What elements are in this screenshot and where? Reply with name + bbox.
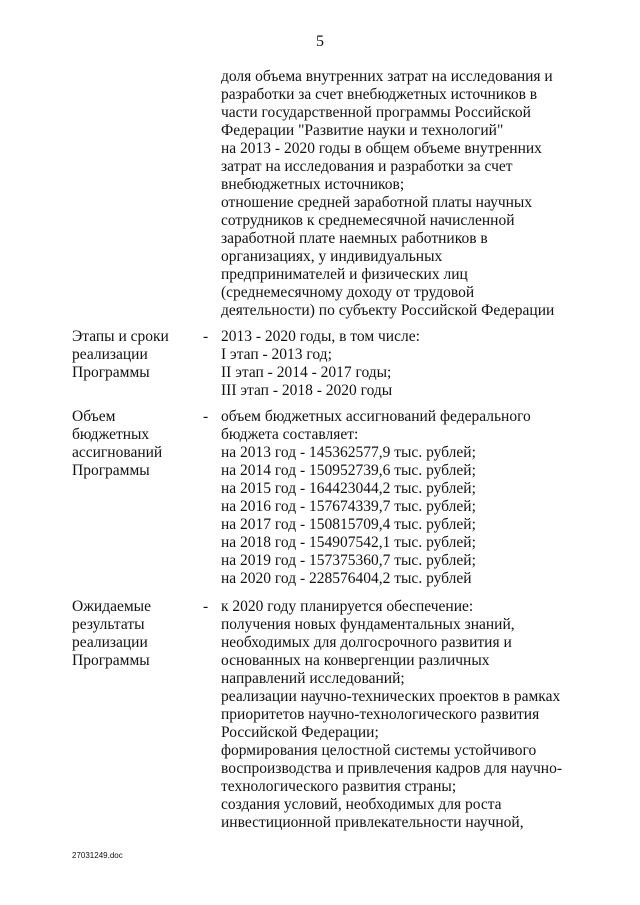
intro-line: заработной плате наемных работников в	[221, 230, 488, 247]
section-label: Программы	[72, 462, 150, 479]
intro-line: сотрудников к среднемесячной начисленной	[221, 212, 515, 229]
intro-line: разработки за счет внебюджетных источников в	[221, 86, 538, 103]
intro-line: внебюджетных источников;	[221, 176, 405, 193]
intro-line: Федерации "Развитие науки и технологий"	[221, 122, 504, 139]
section-label: Программы	[72, 652, 150, 669]
section-line: на 2017 год - 150815709,4 тыс. рублей;	[221, 516, 476, 533]
section-line: технологического развития страны;	[221, 778, 457, 795]
intro-line: доля объема внутренних затрат на исследования и	[221, 68, 553, 85]
section-label: реализации	[72, 346, 148, 363]
section-line: необходимых для долгосрочного развития и	[221, 634, 512, 651]
section-label: Объем	[72, 408, 116, 425]
section-label: Программы	[72, 364, 150, 381]
section-line: на 2013 год - 145362577,9 тыс. рублей;	[221, 444, 476, 461]
section-dash: -	[203, 408, 209, 425]
section-line: I этап - 2013 год;	[221, 346, 332, 363]
document-filename: 27031249.doc	[72, 851, 123, 860]
section-line: приоритетов научно-технологического развития	[221, 706, 540, 723]
intro-line: (среднемесячному доходу от трудовой	[221, 284, 475, 301]
section-label: Этапы и сроки	[72, 328, 169, 345]
intro-line: части государственной программы Российской	[221, 104, 531, 121]
intro-line: организациях, у индивидуальных	[221, 248, 443, 265]
section-line: II этап - 2014 - 2017 годы;	[221, 364, 392, 381]
section-label: Ожидаемые	[72, 598, 151, 615]
section-dash: -	[203, 598, 209, 615]
intro-line: на 2013 - 2020 годы в общем объеме внутренних	[221, 140, 542, 157]
section-line: на 2015 год - 164423044,2 тыс. рублей;	[221, 480, 476, 497]
section-line: на 2020 год - 228576404,2 тыс. рублей	[221, 570, 472, 587]
section-label: бюджетных	[72, 426, 150, 443]
intro-line: деятельности) по субъекту Российской Федерации	[221, 302, 555, 319]
intro-line: предпринимателей и физических лиц	[221, 266, 468, 283]
section-line: Российской Федерации;	[221, 724, 379, 741]
page-number: 5	[316, 33, 324, 50]
section-line: объем бюджетных ассигнований федерального	[221, 408, 531, 425]
section-line: формирования целостной системы устойчивого	[221, 742, 537, 759]
section-label: реализации	[72, 634, 148, 651]
section-line: создания условий, необходимых для роста	[221, 796, 502, 813]
section-line: на 2019 год - 157375360,7 тыс. рублей;	[221, 552, 476, 569]
section-line: основанных на конвергенции различных	[221, 652, 490, 669]
section-label: результаты	[72, 616, 145, 633]
section-line: инвестиционной привлекательности научной,	[221, 814, 524, 831]
section-line: получения новых фундаментальных знаний,	[221, 616, 515, 633]
intro-line: затрат на исследования и разработки за счет	[221, 158, 513, 175]
intro-line: отношение средней заработной платы научных	[221, 194, 533, 211]
section-line: реализации научно-технических проектов в рамках	[221, 688, 561, 705]
section-line: воспроизводства и привлечения кадров для научно-	[221, 760, 563, 777]
section-line: к 2020 году планируется обеспечение:	[221, 598, 474, 615]
section-line: на 2016 год - 157674339,7 тыс. рублей;	[221, 498, 476, 515]
section-label: ассигнований	[72, 444, 163, 461]
section-line: на 2018 год - 154907542,1 тыс. рублей;	[221, 534, 476, 551]
section-line: бюджета составляет:	[221, 426, 359, 443]
section-dash: -	[203, 328, 209, 345]
section-line: 2013 - 2020 годы, в том числе:	[221, 328, 420, 345]
section-line: III этап - 2018 - 2020 годы	[221, 382, 393, 399]
section-line: направлений исследований;	[221, 670, 405, 687]
section-line: на 2014 год - 150952739,6 тыс. рублей;	[221, 462, 476, 479]
